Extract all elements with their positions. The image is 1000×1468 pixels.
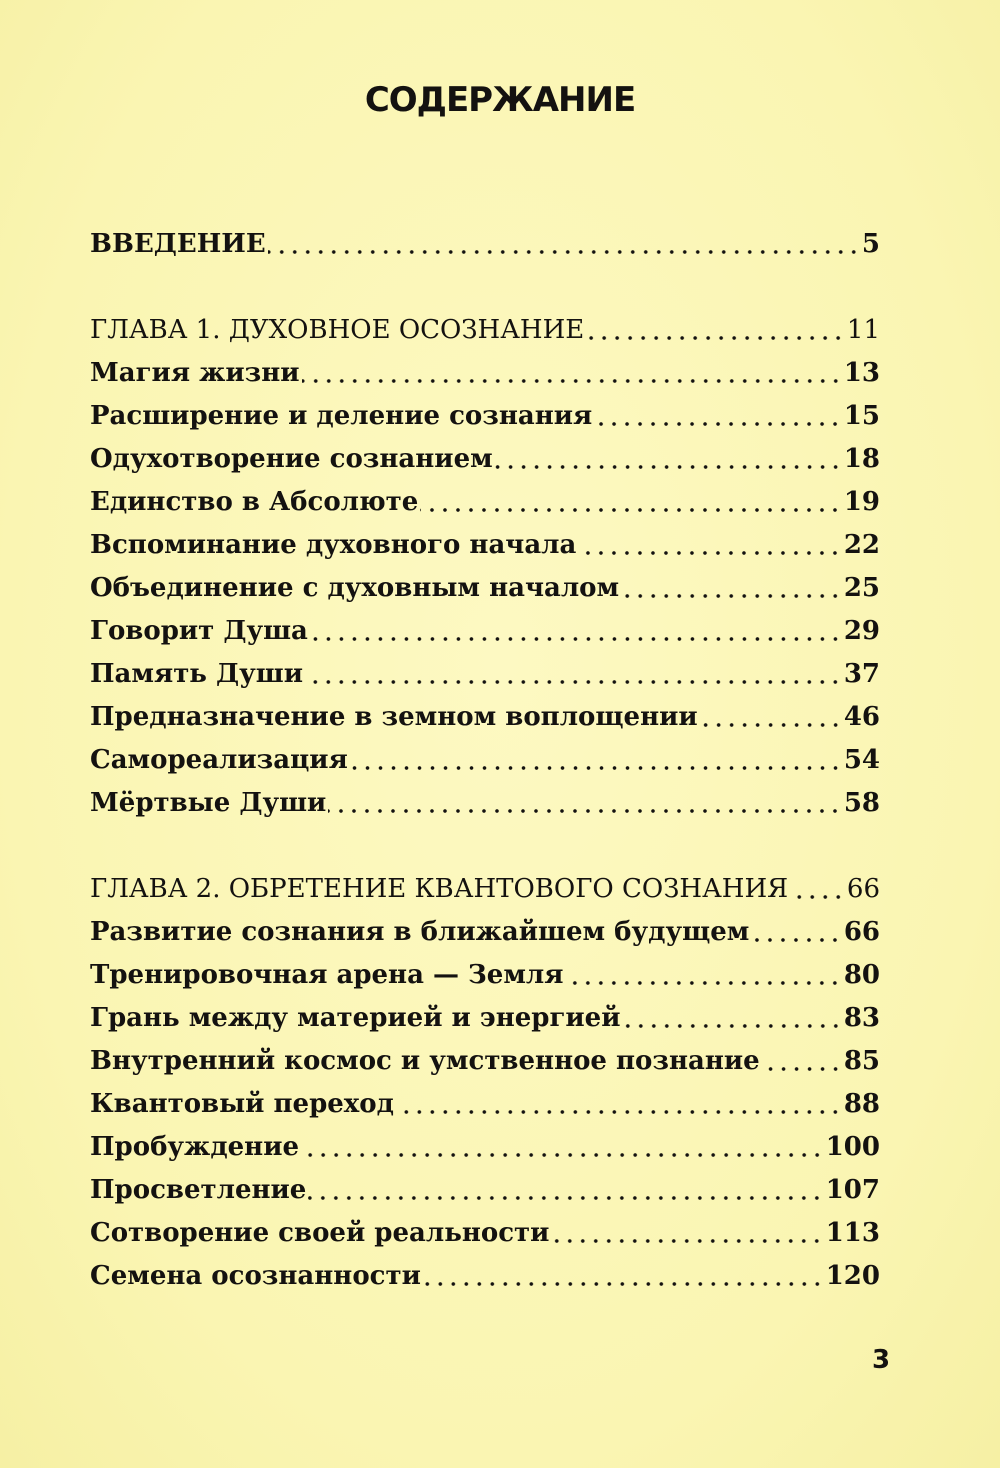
toc-entry-label: Объединение с духовным началом: [90, 573, 620, 603]
dot-leader: [268, 225, 860, 263]
dot-leader: [565, 956, 841, 994]
toc-entry[interactable]: [90, 569, 880, 607]
toc-entry[interactable]: [90, 956, 880, 994]
toc-entry-label: Магия жизни: [90, 358, 300, 388]
dot-leader: [762, 1042, 842, 1080]
toc-entry[interactable]: [90, 1085, 880, 1123]
toc-entry-page: 85: [843, 1046, 880, 1076]
dot-leader: [396, 1085, 842, 1123]
toc-entry-page: 46: [843, 702, 880, 732]
dot-leader: [586, 311, 845, 349]
dot-leader: [423, 1257, 824, 1295]
toc-entry-label: Квантовый переход: [90, 1089, 394, 1119]
toc-entry[interactable]: [90, 1214, 880, 1252]
dot-leader: [302, 354, 842, 392]
toc-entry[interactable]: [90, 1257, 880, 1295]
dot-leader: [301, 1128, 824, 1166]
toc-entry-label: Развитие сознания в ближайшем будущем: [90, 917, 750, 947]
toc-entry[interactable]: [90, 612, 880, 650]
toc-entry-page: 22: [843, 530, 880, 560]
dot-leader: [328, 784, 841, 822]
toc-entry[interactable]: [90, 440, 880, 478]
toc-entry-page: 120: [825, 1261, 880, 1291]
page-title: СОДЕРЖАНИЕ: [364, 80, 636, 120]
toc-entry[interactable]: [90, 483, 880, 521]
toc-entry-page: 80: [843, 960, 880, 990]
dot-leader: [495, 440, 842, 478]
toc-entry[interactable]: [90, 397, 880, 435]
dot-leader: [308, 1171, 823, 1209]
toc-entry-page: 107: [825, 1175, 880, 1205]
toc-entry-label: Расширение и деление сознания: [90, 401, 593, 431]
dot-leader: [751, 913, 841, 951]
toc-entry-page: 58: [843, 788, 880, 818]
toc-entry-page: 37: [843, 659, 880, 689]
toc-entry-page: 100: [825, 1132, 880, 1162]
toc-entry-page: 66: [843, 917, 880, 947]
dot-leader: [578, 526, 841, 564]
toc-entry[interactable]: [90, 999, 880, 1037]
toc-entry[interactable]: [90, 741, 880, 779]
toc-entry[interactable]: [90, 655, 880, 693]
dot-leader: [551, 1214, 823, 1252]
dot-leader: [621, 569, 842, 607]
dot-leader: [420, 483, 841, 521]
toc-entry-page: 29: [843, 616, 880, 646]
toc-entry-label: Грань между материей и энергией: [90, 1003, 621, 1033]
toc-entry-page: 5: [861, 229, 880, 259]
toc-entry-page: 83: [843, 1003, 880, 1033]
dot-leader: [790, 870, 845, 908]
dot-leader: [310, 612, 842, 650]
toc-entry-page: 113: [825, 1218, 880, 1248]
toc-entry-page: 19: [843, 487, 880, 517]
toc-entry-label: Пробуждение: [90, 1132, 300, 1162]
toc-entry[interactable]: [90, 354, 880, 392]
dot-leader: [700, 698, 842, 736]
page-number: 3: [872, 1345, 891, 1375]
toc-entry-label: ГЛАВА 1. ДУХОВНОЕ ОСОЗНАНИЕ: [90, 315, 585, 345]
dot-leader: [350, 741, 842, 779]
dot-leader: [305, 655, 842, 693]
dot-leader: [623, 999, 842, 1037]
toc-entry-label: Семена осознанности: [90, 1261, 421, 1291]
toc-entry-label: Единство в Абсолюте: [90, 487, 419, 517]
toc-entry[interactable]: [90, 913, 880, 951]
toc-entry-label: Тренировочная арена — Земля: [90, 960, 564, 990]
toc-entry-page: 25: [843, 573, 880, 603]
toc-entry-label: Мёртвые Души: [90, 788, 327, 818]
toc-entry-page: 88: [843, 1089, 880, 1119]
toc-entry-label: ВВЕДЕНИЕ: [90, 229, 266, 259]
toc-entry-label: Внутренний космос и умственное познание: [90, 1046, 760, 1076]
toc-entry[interactable]: [90, 1128, 880, 1166]
toc-entry-label: Говорит Душа: [90, 616, 308, 646]
toc-entry[interactable]: [90, 526, 880, 564]
toc-entry-page: 54: [843, 745, 880, 775]
toc-entry-page: 66: [846, 874, 880, 904]
toc-entry-page: 18: [843, 444, 880, 474]
toc-entry-chapter-2[interactable]: [90, 870, 880, 908]
toc-entry-introduction[interactable]: [90, 225, 880, 263]
toc-entry-page: 13: [843, 358, 880, 388]
toc-entry-label: Самореализация: [90, 745, 348, 775]
toc-entry[interactable]: [90, 698, 880, 736]
toc-entry-label: Сотворение своей реальности: [90, 1218, 550, 1248]
toc-entry-chapter-1[interactable]: [90, 311, 880, 349]
toc-entry-label: ГЛАВА 2. ОБРЕТЕНИЕ КВАНТОВОГО СОЗНАНИЯ: [90, 874, 789, 904]
toc-entry-label: Вспоминание духовного начала: [90, 530, 577, 560]
toc-entry-page: 15: [843, 401, 880, 431]
toc-entry[interactable]: [90, 1042, 880, 1080]
toc-entry-label: Одухотворение сознанием: [90, 444, 493, 474]
toc-entry[interactable]: [90, 784, 880, 822]
toc-entry-page: 11: [846, 315, 880, 345]
toc-entry[interactable]: [90, 1171, 880, 1209]
toc-entry-label: Память Души: [90, 659, 303, 689]
toc-entry-label: Просветление: [90, 1175, 307, 1205]
toc-entry-label: Предназначение в земном воплощении: [90, 702, 698, 732]
dot-leader: [594, 397, 842, 435]
